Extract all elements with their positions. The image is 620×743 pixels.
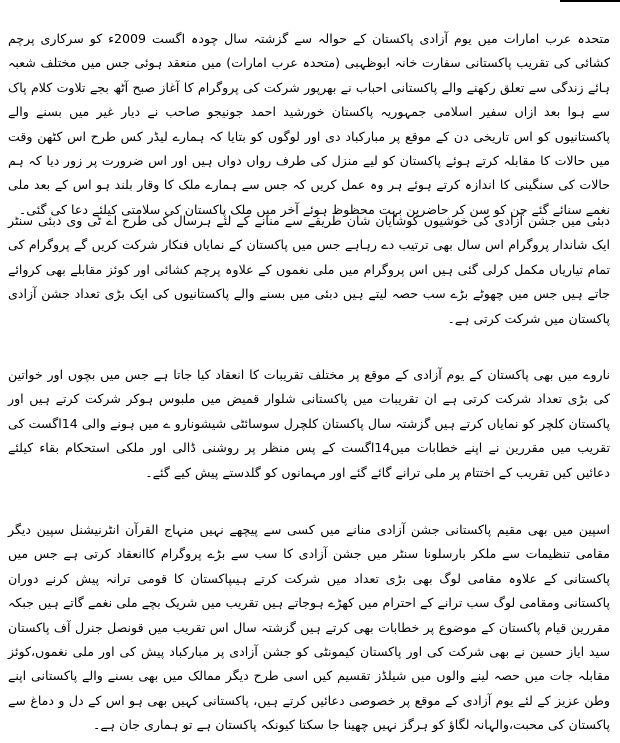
top-divider (560, 0, 620, 2)
paragraph-spain: اسپین میں بھی مقیم پاکستانی جشن آزادی منانے میں کسی سے پیچھے نہیں منہاج القرآن انٹرنیشنل سپین دیگر مقامی تنظیمات سے ملکر بارسلونا سنٹر میں جشن آزادی کا سب سے بڑے پروگرام کاانعقاد کرتی ہے جس میں پاکستانی کے علاوہ مقامی لوگ بھی بڑی تعداد میں شرکت کرتے ہیںپاکستان کا قومی ترانہ پیش کرنے دوران پاکستانی ومقامی لوگ سب ترانے کے احترام میں کھڑے ہوجاتے ہیں تقریب میں شریک بچے ملی نغمے گاتے ہیں جبکہ مقررین قیام پاکستان کے موضوع پر خطابات بھی کرتے ہیں گزشتہ سال اس تقریب میں قونصل جنرل آف پاکستان سید ایاز حسین نے بھی شرکت کی اور پاکستان کیمونٹی کو جشن آزادی پر مبارکباد پیش کی اور ملی نغموں،کوئز مقابلہ جات میں حصہ لینے والوں میں شیلڈز تقسیم کیں اسی طرح دیگر ممالک میں بھی بسنے والے پاکستانی اپنے وطن عزیز کے لئے یوم آزادی کے موقع پر خصوصی دعائیں کرتے ہیں، پاکستانی کہیں بھی ہو اس کے دل و دماغ سے پاکستان کی محبت،والہانہ لگاؤ کو ہرگز نہیں چھینا جا سکتا کیونکہ پاکستان ہے تو ہماری جان ہے۔ (8, 522, 610, 733)
paragraph-dubai: دبئی میں جشن آزادی کی خوشیوں کوشایان شان طریقے سے منانے کے لئے ہرسال کی طرح اے ٹی وی دبئی سنٹر ایک شاندار پروگرام اس سال بھی ترتیب دے رہاہے جس میں پاکستان کے نمایاں فنکار شرکت کریں گے پروگرام کی تمام تیاریاں مکمل کرلی گئی ہیں اس پروگرام میں ملی نغموں کے علاوہ پرچم کشائی اور کوئز مقابلے بھی کروائے جاتے ہیں جس میں چھوٹے بڑے سب حصہ لیتے ہیں دبئی میں بسنے والے پاکستانیوں کی ایک بڑی تعداد جشن آزادی پاکستان میں شرکت کرتی ہے۔ (8, 213, 610, 326)
paragraph-norway: ناروے میں بھی پاکستان کے یوم آزادی کے موقع پر مختلف تقریبات کا انعقاد کیا جاتا ہے جس میں بچوں اور خواتین کی بڑی تعداد شرکت کرتی ہے ان تقریبات میں پاکستانی شلوار قمیض میں ملبوس ہوکر شرکت کرتے ہیں اور پاکستان کلچر کو نمایاں کرتے ہیں گزشتہ سال پاکستان کلچرل سوسائٹی شیشونارو ے میں ہونے والی 14اگست کی تقریب میں مقررین نے اپنے خطابات میں14اگست کے پس منظر پر روشنی ڈالی اور ملکی استحکام بقاء کیلئے دعائیں کیں تقریب کے اختتام پر ملی ترانے گائے گئے اور مہمانوں کو گلدستے پیش کیے گئے۔ (8, 367, 610, 480)
paragraph-uae-abu-dhabi: متحدہ عرب امارات میں یوم آزادی پاکستان کے حوالہ سے گزشتہ سال چودہ اگست 2009ء کو سرکاری پرچم کشائی کی تقریب پاکستانی سفارت خانہ ابوظہبی (متحدہ عرب امارات) میں منعقد ہوئی جس میں مختلف شعبہ ہائے زندگی سے تعلق رکھنے والے پاکستانی احباب نے بھرپور شرکت کی پروگرام کا آغاز صبح آٹھ بجے تلاوت کلام پاک سے ہوا بعد ازاں سفیر اسلامی جمہوریہ پاکستان خورشید احمد جونیجو صاحب نے دیار غیر میں بسنے والے پاکستانیوں کو اس تاریخی دن کے موقع پر مبارکباد دی اور لوگوں کو بتایا کہ ہمارے لیڈر کس طرح اس کٹھن وقت میں حالات کا مقابلہ کرتے ہوئے پاکستان کو لیے منزل کی طرف رواں دواں ہیں اور اس ضرورت پر زور دیا کہ ہم حالات کی سنگینی کا اندازہ کرتے ہوئے ہر وہ عمل کریں کہ جس سے ہمارے ملک کا وقار بلند ہو اس کے بعد ملی نغمے سنائے گئے جن کو سن کر حاضرین بہت محظوظ ہوئے آخر میں ملک پاکستان کی سلامتی کیلئے دعا کی گئی۔ (8, 31, 610, 217)
